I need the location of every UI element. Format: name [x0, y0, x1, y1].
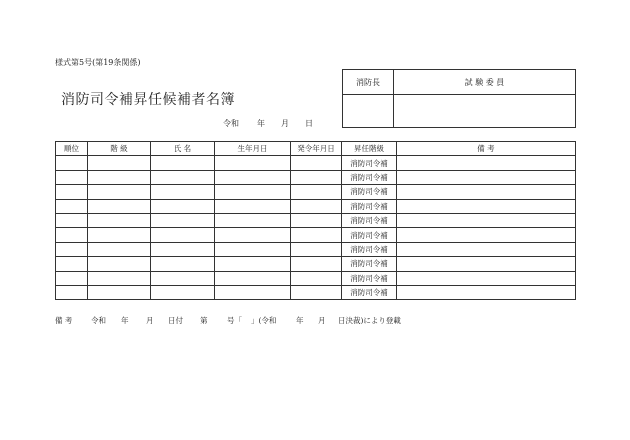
- cell-name: [151, 199, 215, 213]
- cell-promoted-rank: 消防司令補: [342, 185, 397, 199]
- cell-remarks: [397, 213, 576, 227]
- cell-name: [151, 242, 215, 256]
- cell-birthdate: [215, 156, 291, 170]
- remarks-decision: 日決裁)により登載: [338, 316, 401, 325]
- approval-examiners-stamp-cell: [394, 95, 576, 128]
- remarks-year2: 年: [296, 316, 304, 325]
- cell-promoted-rank: 消防司令補: [342, 228, 397, 242]
- cell-remarks: [397, 242, 576, 256]
- remarks-era: 令和: [91, 316, 106, 325]
- cell-rank-order: [56, 271, 88, 285]
- header-class: 階 級: [88, 142, 151, 156]
- cell-class: [88, 271, 151, 285]
- remarks-date-suffix: 日付: [168, 316, 183, 325]
- cell-remarks: [397, 199, 576, 213]
- cell-promoted-rank: 消防司令補: [342, 170, 397, 184]
- cell-birthdate: [215, 213, 291, 227]
- cell-appointment-date: [291, 199, 342, 213]
- date-line: [223, 118, 313, 129]
- remarks-year: 年: [121, 316, 129, 325]
- cell-remarks: [397, 228, 576, 242]
- table-row: [56, 156, 576, 170]
- table-row: [56, 170, 576, 184]
- remarks-month: 月: [146, 316, 154, 325]
- cell-birthdate: [215, 170, 291, 184]
- cell-appointment-date: [291, 285, 342, 299]
- cell-appointment-date: [291, 228, 342, 242]
- cell-birthdate: [215, 285, 291, 299]
- cell-appointment-date: [291, 242, 342, 256]
- approval-chief-stamp-cell: [343, 95, 394, 128]
- cell-class: [88, 257, 151, 271]
- cell-name: [151, 156, 215, 170]
- remarks-month2: 月: [318, 316, 326, 325]
- candidate-register-table: [55, 141, 576, 300]
- cell-appointment-date: [291, 185, 342, 199]
- cell-appointment-date: [291, 156, 342, 170]
- header-rank-order: 順位: [56, 142, 88, 156]
- cell-rank-order: [56, 170, 88, 184]
- cell-rank-order: [56, 228, 88, 242]
- table-header-row: [56, 142, 576, 156]
- cell-birthdate: [215, 271, 291, 285]
- cell-promoted-rank: 消防司令補: [342, 271, 397, 285]
- cell-rank-order: [56, 257, 88, 271]
- cell-class: [88, 213, 151, 227]
- cell-promoted-rank: 消防司令補: [342, 242, 397, 256]
- header-birthdate: 生年月日: [215, 142, 291, 156]
- cell-promoted-rank: 消防司令補: [342, 156, 397, 170]
- cell-class: [88, 242, 151, 256]
- cell-class: [88, 228, 151, 242]
- date-month: 月: [281, 119, 289, 128]
- cell-rank-order: [56, 242, 88, 256]
- document-title: 消防司令補昇任候補者名簿: [61, 92, 235, 108]
- cell-name: [151, 185, 215, 199]
- header-promoted-rank: 昇任階級: [342, 142, 397, 156]
- remarks-line: [55, 315, 401, 326]
- table-row: [56, 285, 576, 299]
- cell-remarks: [397, 185, 576, 199]
- cell-name: [151, 170, 215, 184]
- cell-appointment-date: [291, 213, 342, 227]
- header-remarks: 備 考: [397, 142, 576, 156]
- approval-chief-label: 消防長: [343, 70, 394, 95]
- cell-class: [88, 170, 151, 184]
- cell-name: [151, 213, 215, 227]
- form-number: 様式第5号(第19条関係): [55, 58, 141, 67]
- approval-examiners-label: 試 験 委 員: [394, 70, 576, 95]
- remarks-label: 備 考: [55, 316, 73, 325]
- table-row: [56, 213, 576, 227]
- cell-promoted-rank: 消防司令補: [342, 285, 397, 299]
- remarks-dai: 第: [200, 316, 208, 325]
- table-row: [56, 257, 576, 271]
- cell-remarks: [397, 285, 576, 299]
- table-row: [56, 185, 576, 199]
- cell-rank-order: [56, 185, 88, 199]
- cell-birthdate: [215, 185, 291, 199]
- cell-rank-order: [56, 285, 88, 299]
- cell-rank-order: [56, 199, 88, 213]
- date-day: 日: [305, 119, 313, 128]
- cell-name: [151, 257, 215, 271]
- table-row: [56, 199, 576, 213]
- cell-appointment-date: [291, 170, 342, 184]
- cell-remarks: [397, 257, 576, 271]
- cell-promoted-rank: 消防司令補: [342, 199, 397, 213]
- cell-remarks: [397, 271, 576, 285]
- cell-birthdate: [215, 228, 291, 242]
- cell-appointment-date: [291, 271, 342, 285]
- cell-class: [88, 156, 151, 170]
- cell-rank-order: [56, 156, 88, 170]
- cell-class: [88, 285, 151, 299]
- approval-box: [342, 69, 576, 128]
- date-era: 令和: [223, 119, 239, 128]
- cell-name: [151, 228, 215, 242]
- cell-remarks: [397, 156, 576, 170]
- cell-appointment-date: [291, 257, 342, 271]
- cell-promoted-rank: 消防司令補: [342, 257, 397, 271]
- header-appointment-date: 発令年月日: [291, 142, 342, 156]
- cell-class: [88, 199, 151, 213]
- cell-birthdate: [215, 242, 291, 256]
- cell-remarks: [397, 170, 576, 184]
- cell-rank-order: [56, 213, 88, 227]
- cell-promoted-rank: 消防司令補: [342, 213, 397, 227]
- cell-name: [151, 285, 215, 299]
- remarks-bracket-close: 」(令和: [251, 316, 277, 325]
- cell-name: [151, 271, 215, 285]
- remarks-go: 号「: [227, 316, 242, 325]
- header-name: 氏 名: [151, 142, 215, 156]
- table-row: [56, 228, 576, 242]
- table-row: [56, 271, 576, 285]
- date-year: 年: [257, 119, 265, 128]
- cell-birthdate: [215, 257, 291, 271]
- cell-birthdate: [215, 199, 291, 213]
- cell-class: [88, 185, 151, 199]
- table-row: [56, 242, 576, 256]
